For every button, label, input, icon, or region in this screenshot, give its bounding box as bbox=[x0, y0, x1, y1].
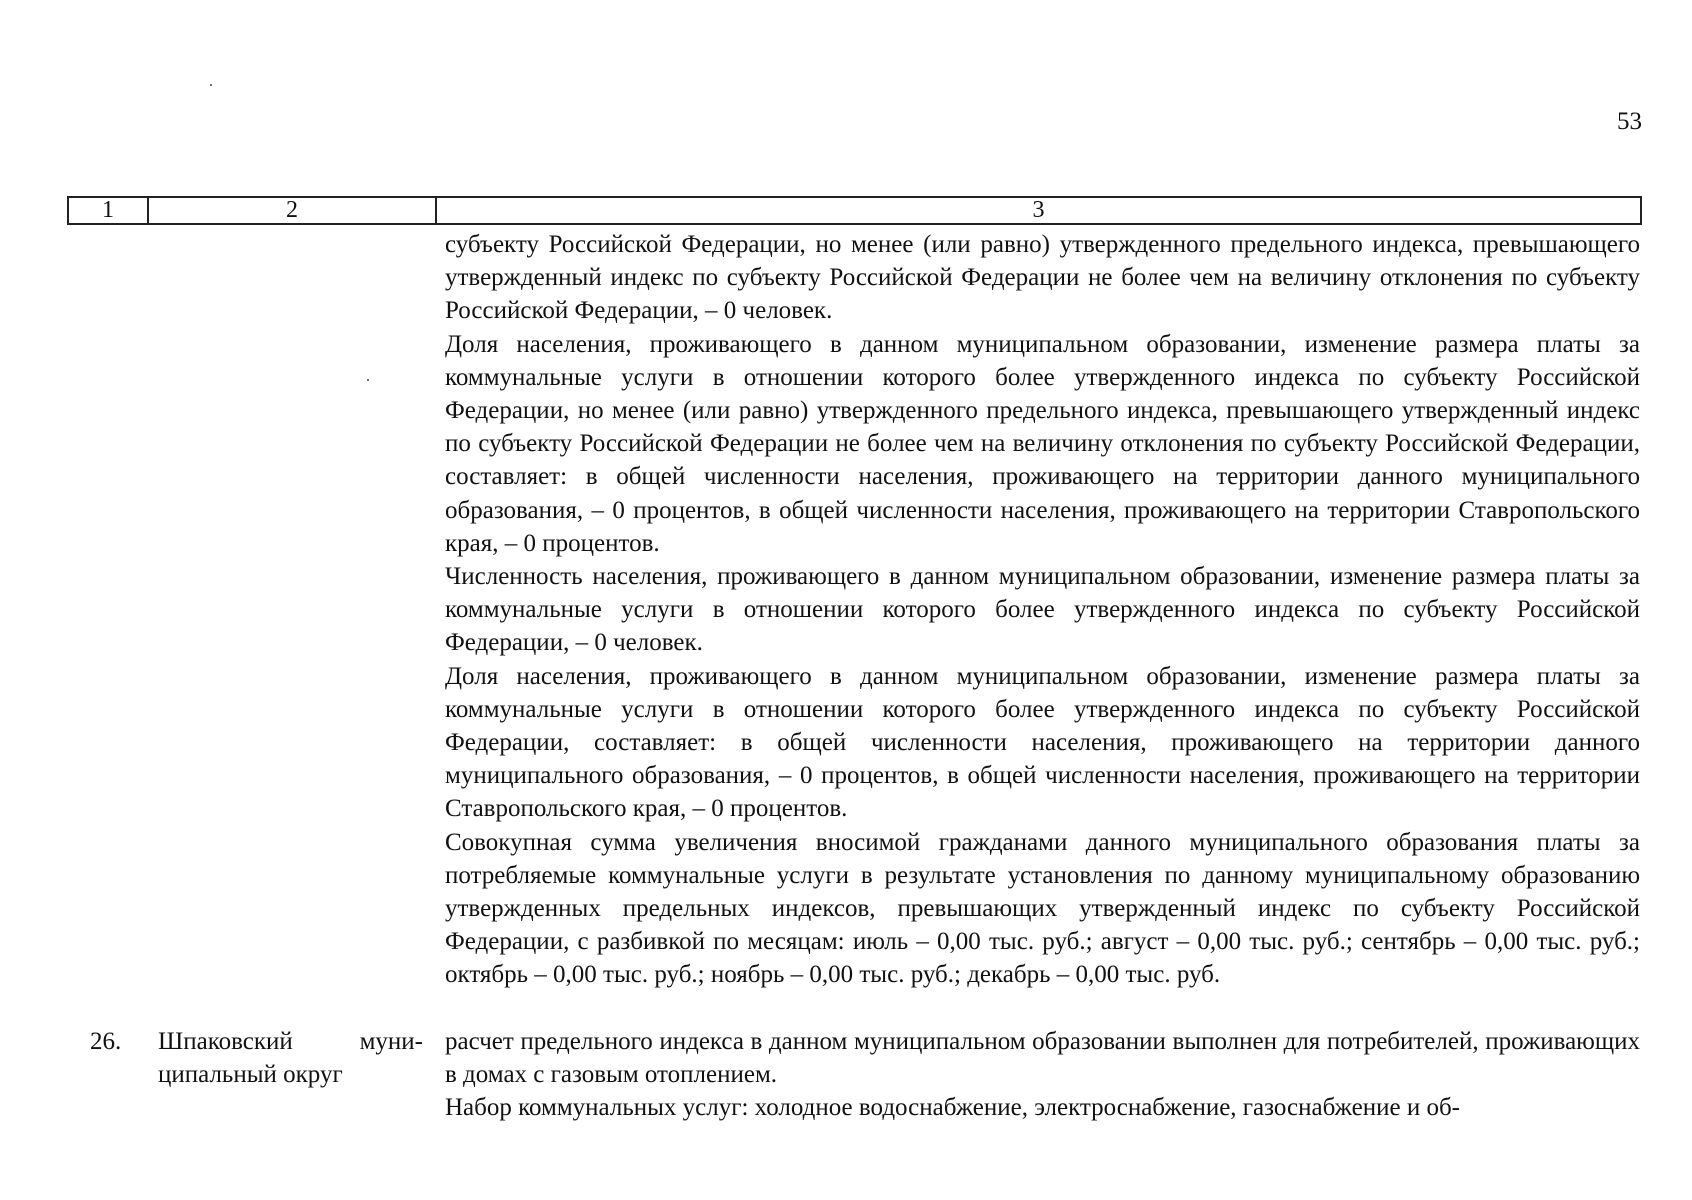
scan-speck bbox=[210, 84, 212, 86]
paragraph: Совокупная сумма увеличения вносимой гражданами данного муниципального образования платы за потребляемые коммунальные услуги в результате установления по данному муниципальному образованию утвержденных предельных индексов, превышающих утвержденный индекс по субъекту Российской Федерации, с разбивкой по месяцам: июль – 0,00 тыс. руб.; август – 0,00 тыс. руб.; сентябрь – 0,00 тыс. руб.; октябрь – 0,00 тыс. руб.; ноябрь – 0,00 тыс. руб.; декабрь – 0,00 тыс. руб. bbox=[445, 828, 1640, 989]
row-26-text bbox=[445, 1025, 1640, 1125]
column-number-1: 1 bbox=[69, 198, 149, 223]
municipality-name bbox=[158, 1025, 423, 1091]
municipality-name-line-1 bbox=[158, 1025, 423, 1058]
municipality-name-word: Шпаковский bbox=[158, 1028, 293, 1055]
page-number: 53 bbox=[1617, 108, 1642, 135]
column-number-2: 2 bbox=[149, 198, 437, 223]
paragraph: расчет предельного индекса в данном муниципальном образовании выполнен для потребителей, проживающих в домах с газовым отоплением. bbox=[445, 1028, 1640, 1089]
scan-speck bbox=[367, 379, 369, 381]
municipality-name-line-2: ципальный округ bbox=[158, 1061, 343, 1089]
paragraph: Численность населения, проживающего в данном муниципальном образовании, изменение размера платы за коммунальные услуги в отношении которого более утвержденного индекса по субъекту Российской Федерации, – 0 человек. bbox=[445, 563, 1640, 657]
paragraph: Доля населения, проживающего в данном муниципальном образовании, изменение размера платы за коммунальные услуги в отношении которого более утвержденного индекса по субъекту Российской Федерации, составляет: в общей численности населения, проживающего на территории данного муниципального образования, – 0 процентов, в общей численности населения, проживающего на территории Ставропольского края, – 0 процентов. bbox=[445, 662, 1640, 823]
paragraph: Доля населения, проживающего в данном муниципальном образовании, изменение размера платы за коммунальные услуги в отношении которого более утвержденного индекса по субъекту Российской Федерации, но менее (или равно) утвержденного предельного индекса, превышающего утвержденный индекс по субъекту Российской Федерации не более чем на величину отклонения по субъекту Российской Федерации, составляет: в общей численности населения, проживающего на территории данного муниципального образования, – 0 процентов, в общей численности населения, проживающего на территории Ставропольского края, – 0 процентов. bbox=[445, 330, 1640, 557]
table-column-header bbox=[67, 196, 1642, 225]
column-number-3: 3 bbox=[1032, 197, 1045, 223]
municipality-name-word: муни- bbox=[359, 1028, 423, 1055]
continued-row-text bbox=[445, 228, 1640, 992]
paragraph: Набор коммунальных услуг: холодное водоснабжение, электроснабжение, газоснабжение и об- bbox=[445, 1094, 1460, 1122]
row-number: 26. bbox=[90, 1028, 122, 1055]
paragraph: субъекту Российской Федерации, но менее (или равно) утвержденного предельного индекса, превышающего утвержденный индекс по субъекту Российской Федерации не более чем на величину отклонения по субъекту Российской Федерации, – 0 человек. bbox=[445, 231, 1640, 325]
